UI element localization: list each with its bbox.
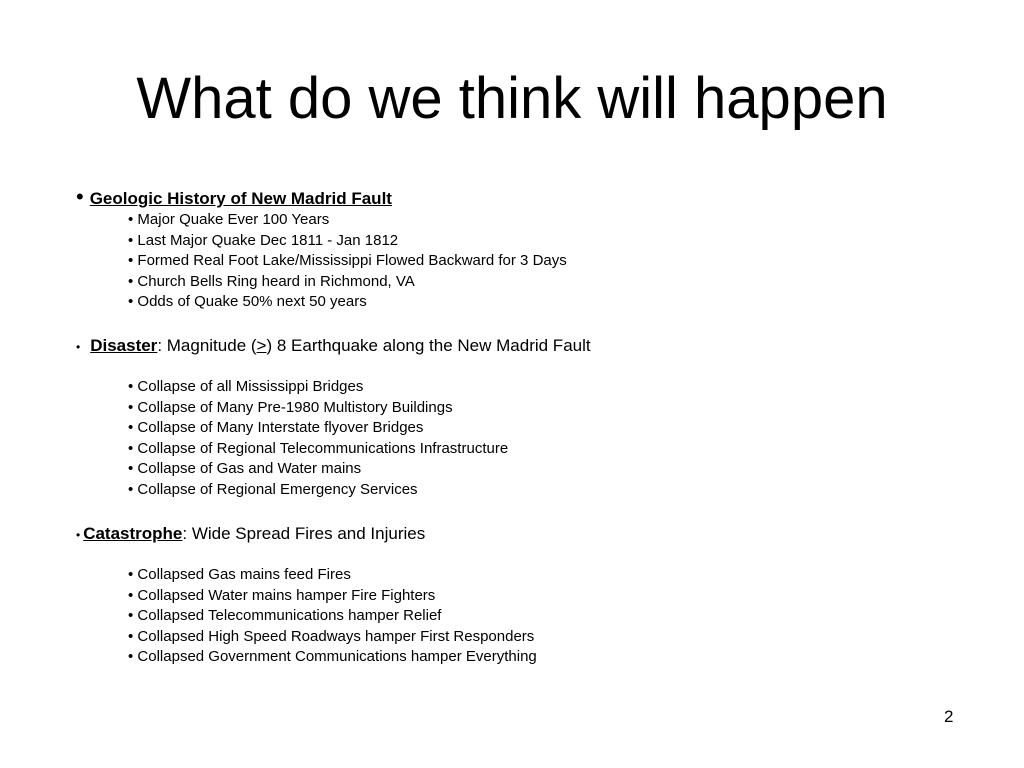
list-item: • Odds of Quake 50% next 50 years	[128, 293, 367, 310]
list-item: • Collapsed Gas mains feed Fires	[128, 566, 351, 583]
catastrophe-list	[128, 565, 537, 668]
section-text: : Magnitude (	[157, 336, 257, 355]
bullet-icon: •	[76, 340, 81, 354]
list-item: • Collapse of Regional Telecommunications Infrastructure	[128, 439, 509, 457]
list-item: • Major Quake Ever 100 Years	[128, 211, 330, 228]
list-item: • Collapse of Many Pre-1980 Multistory Buildings	[128, 398, 453, 416]
list-item: • Collapse of Gas and Water mains	[128, 460, 362, 477]
geologic-history-list	[128, 210, 567, 313]
section-term: Catastrophe	[83, 524, 183, 543]
section-term: Geologic History of New Madrid Fault	[89, 189, 392, 208]
greater-than-symbol: >	[256, 336, 267, 355]
list-item: • Collapse of all Mississippi Bridges	[128, 378, 364, 395]
list-item: • Collapse of Regional Emergency Services	[128, 480, 418, 498]
slide-title: What do we think will happen	[136, 66, 888, 131]
section-catastrophe	[76, 523, 425, 546]
list-item: • Collapse of Many Interstate flyover Bridges	[128, 419, 424, 436]
list-item: • Collapsed Government Communications hamper Everything	[128, 648, 537, 665]
section-term: Disaster	[90, 336, 158, 355]
section-text: : Wide Spread Fires and Injuries	[182, 524, 426, 543]
list-item: • Formed Real Foot Lake/Mississippi Flowed Backward for 3 Days	[128, 252, 567, 269]
page-number: 2	[944, 707, 954, 726]
bullet-icon: •	[76, 184, 84, 209]
section-text: ) 8 Earthquake along the New Madrid Fault	[266, 336, 591, 355]
bullet-icon: •	[76, 528, 81, 542]
section-disaster	[76, 335, 591, 358]
list-item: • Collapsed Telecommunications hamper Relief	[128, 607, 442, 624]
list-item: • Last Major Quake Dec 1811 - Jan 1812	[128, 231, 399, 249]
list-item: • Church Bells Ring heard in Richmond, VA	[128, 272, 415, 290]
list-item: • Collapsed High Speed Roadways hamper First Responders	[128, 627, 535, 645]
list-item: • Collapsed Water mains hamper Fire Fighters	[128, 586, 436, 604]
section-geologic-history	[76, 186, 392, 210]
disaster-list	[128, 377, 508, 500]
